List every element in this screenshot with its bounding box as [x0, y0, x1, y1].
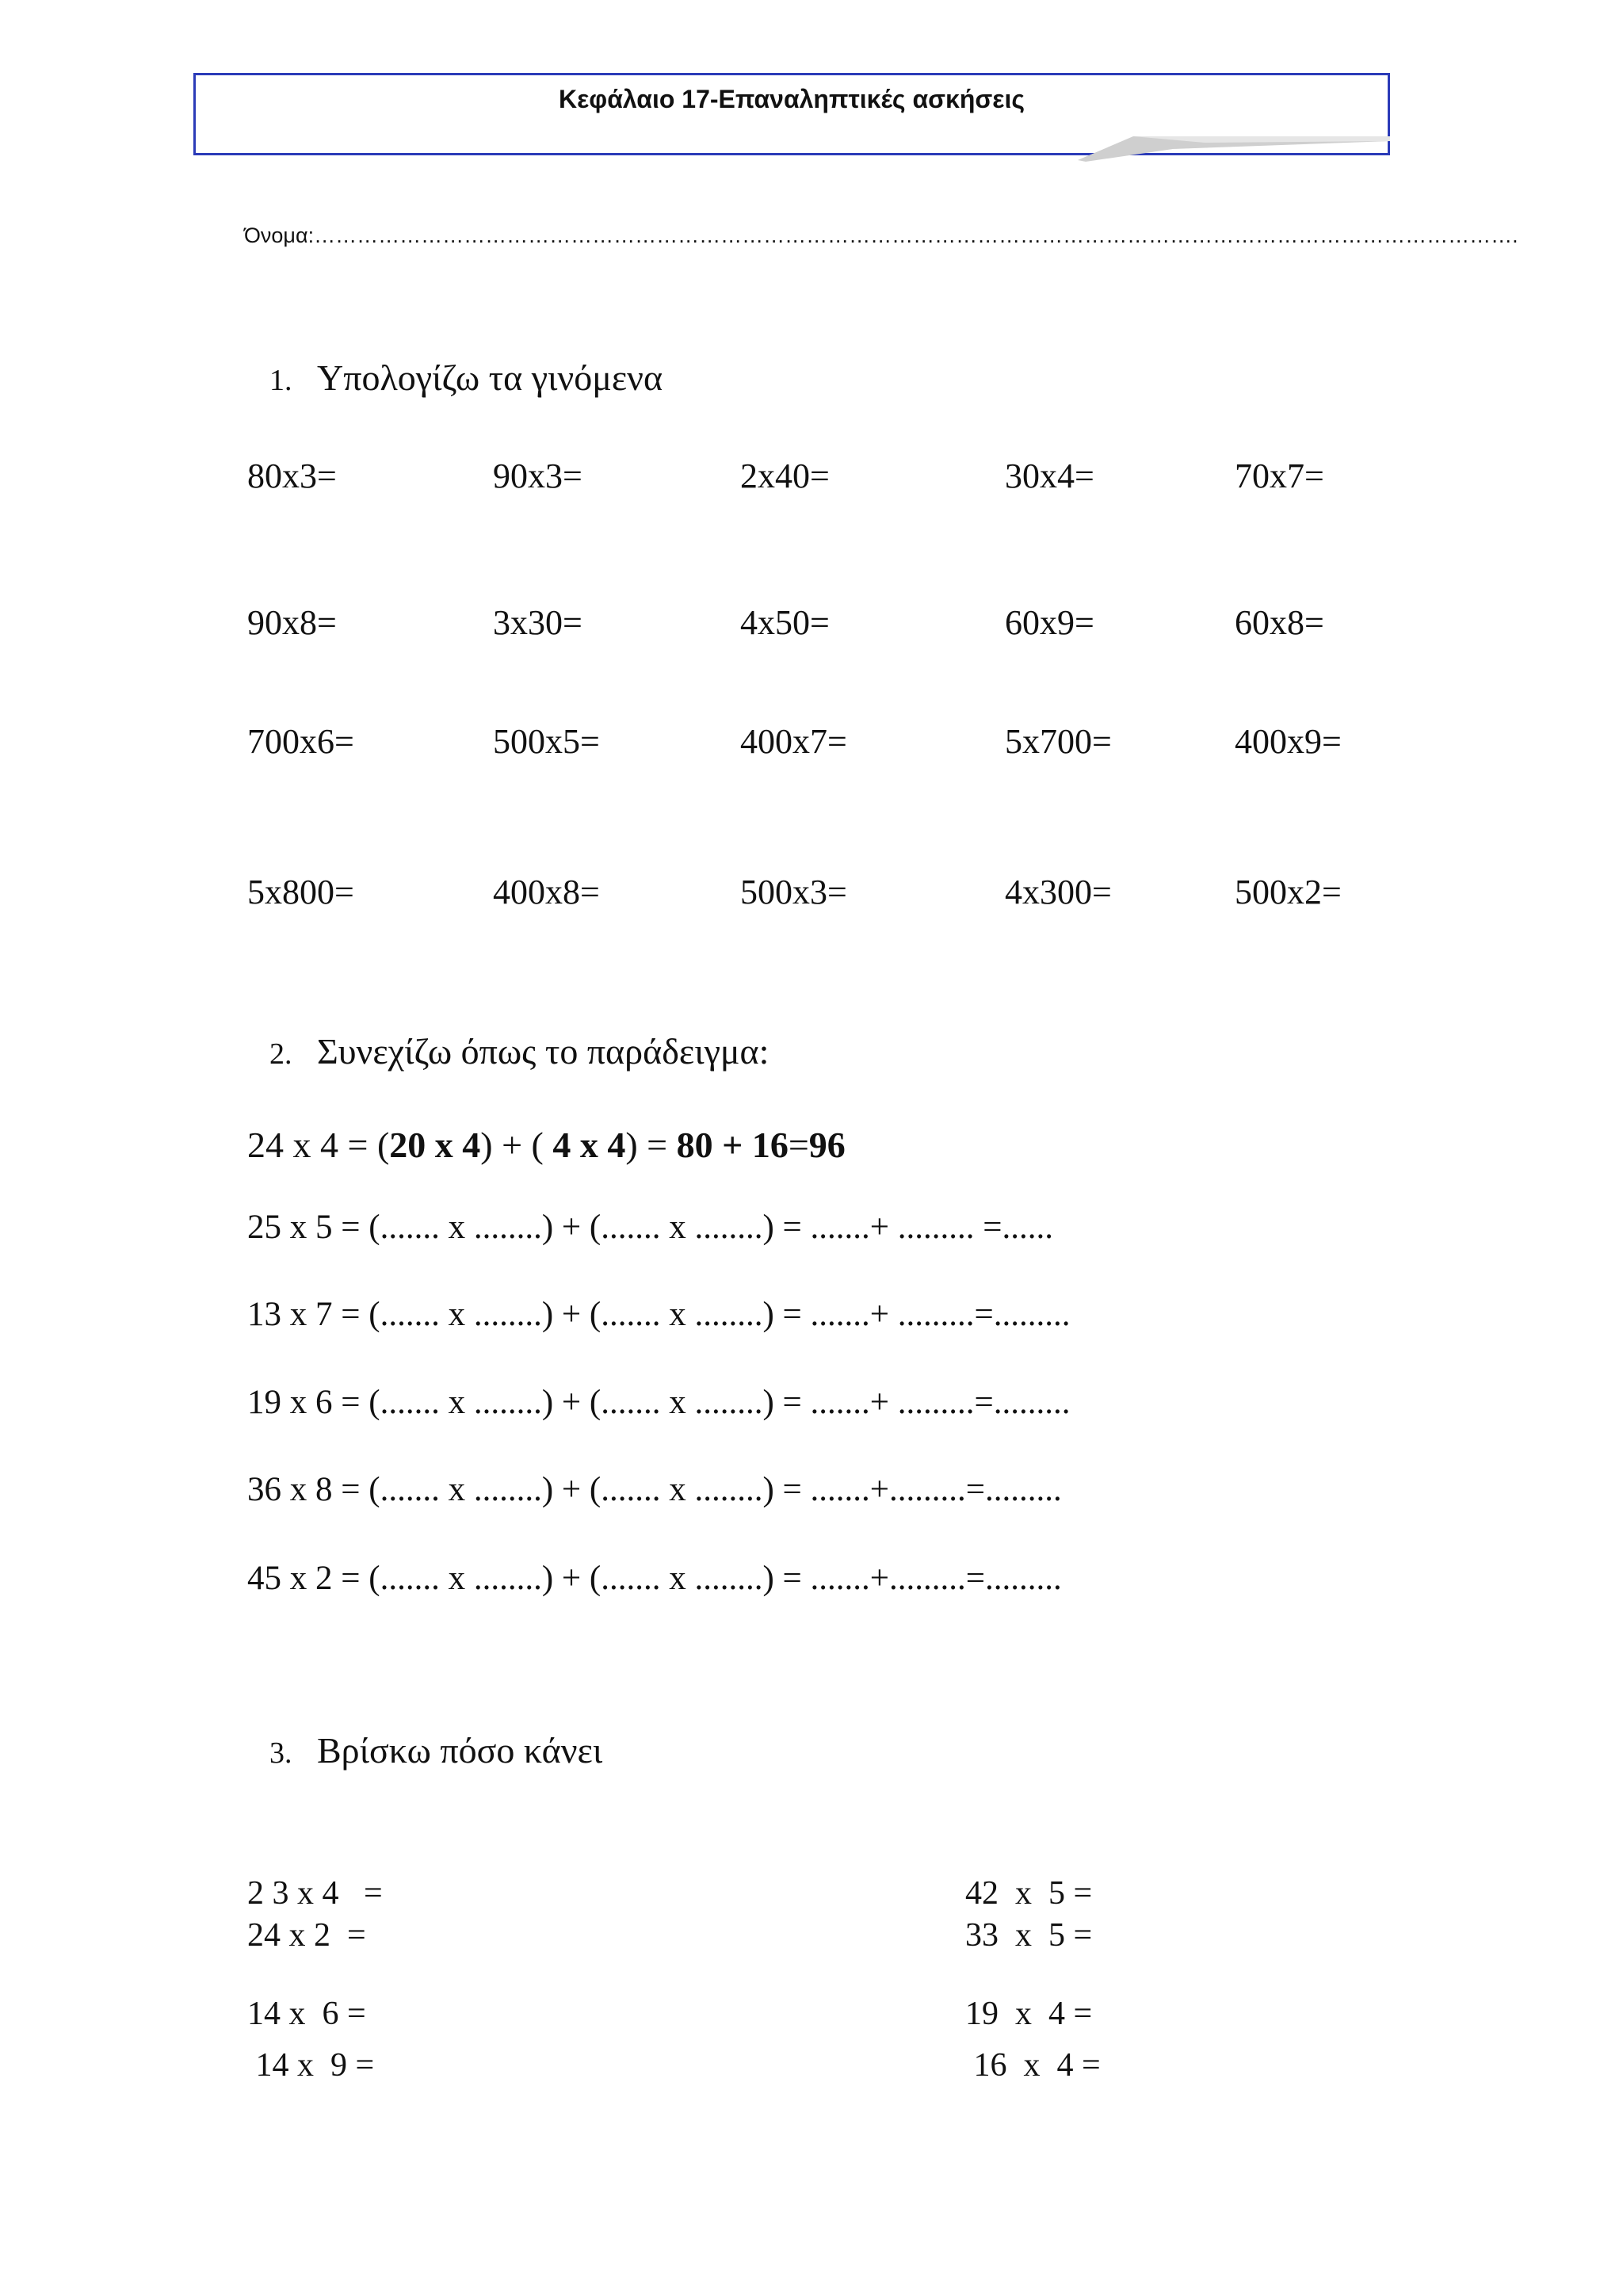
problem-item: 24 x 2 = [247, 1917, 366, 1954]
product-item: 400x7= [740, 722, 847, 761]
example-part1: 20 x 4 [389, 1125, 481, 1165]
product-item: 70x7= [1235, 457, 1324, 495]
section-1-title [269, 357, 663, 399]
example-part2: 4 x 4 [552, 1125, 626, 1165]
product-item: 500x3= [740, 873, 847, 911]
exercise-row: 45 x 2 = (....... x ........) + (....... x ........) = .......+.........=......... [247, 1560, 1062, 1597]
exercise-row: 36 x 8 = (....... x ........) + (....... x ........) = .......+.........=......... [247, 1471, 1062, 1508]
example-lhs: 24 x 4 = ( [247, 1125, 390, 1165]
product-item: 5x700= [1005, 722, 1112, 761]
page-curl-decoration [1078, 133, 1395, 165]
section-3-number: 3. [269, 1736, 292, 1770]
product-item: 500x2= [1235, 873, 1342, 911]
product-item: 500x5= [493, 722, 600, 761]
example-close: ) = [625, 1125, 677, 1165]
product-item: 80x3= [247, 457, 337, 495]
product-item: 90x8= [247, 603, 337, 642]
problem-item: 19 x 4 = [965, 1996, 1093, 2032]
product-item: 4x300= [1005, 873, 1112, 911]
example-part3: 80 + 16 [676, 1125, 789, 1165]
product-item: 700x6= [247, 722, 354, 761]
exercise-row: 19 x 6 = (....... x ........) + (....... x ........) = .......+ .........=......... [247, 1384, 1071, 1421]
problem-item: 14 x 6 = [247, 1996, 366, 2032]
section-3-label: Βρίσκω πόσο κάνει [317, 1730, 603, 1771]
product-item: 90x3= [493, 457, 582, 495]
product-item: 60x9= [1005, 603, 1094, 642]
product-item: 3x30= [493, 603, 582, 642]
problem-item: 42 x 5 = [965, 1875, 1093, 1912]
exercise-row: 13 x 7 = (....... x ........) + (....... x ........) = .......+ .........=......... [247, 1296, 1071, 1333]
problem-item: 33 x 5 = [965, 1917, 1093, 1954]
product-item: 400x9= [1235, 722, 1342, 761]
problem-item: 14 x 9 = [247, 2047, 375, 2084]
product-item: 30x4= [1005, 457, 1094, 495]
page-title: Κεφάλαιο 17-Επαναληπτικές ασκήσεις [559, 85, 1025, 113]
example-result: 96 [808, 1125, 846, 1165]
product-item: 60x8= [1235, 603, 1324, 642]
section-1-number: 1. [269, 364, 292, 397]
example-mid: ) + ( [480, 1125, 553, 1165]
product-item: 400x8= [493, 873, 600, 911]
product-item: 4x50= [740, 603, 830, 642]
product-item: 2x40= [740, 457, 830, 495]
section-3-title [269, 1729, 602, 1771]
problem-item: 16 x 4 = [965, 2047, 1101, 2084]
section-2-label: Συνεχίζω όπως το παράδειγμα: [317, 1031, 769, 1072]
example-eqsign: = [788, 1125, 809, 1165]
example-equation [247, 1124, 846, 1166]
problem-item: 2 3 x 4 = [247, 1875, 383, 1912]
name-line: Όνομα:……………………………………………………………………………………………………………………………………………………. [244, 223, 1518, 247]
exercise-row: 25 x 5 = (....... x ........) + (....... x ........) = .......+ ......... =...... [247, 1209, 1054, 1246]
section-1-label: Υπολογίζω τα γινόμενα [317, 357, 663, 398]
product-item: 5x800= [247, 873, 354, 911]
section-2-title [269, 1030, 769, 1072]
section-2-number: 2. [269, 1037, 292, 1071]
